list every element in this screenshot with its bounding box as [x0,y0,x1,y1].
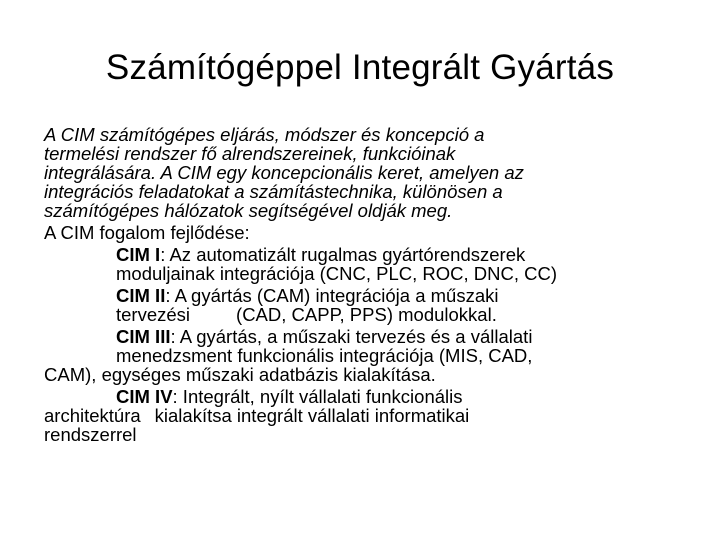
cim2-text-2a: tervezési [116,304,191,325]
slide-body [44,125,684,444]
cim3-text-3b: egységes műszaki adatbázis kialakítása. [101,364,436,385]
cim4-text-2a: architektúra [44,405,141,426]
cim3-text-1: : A gyártás, a műszaki tervezés és a vállalati [170,326,533,347]
cim1-label: CIM I [116,244,161,265]
cim4-line-2 [44,406,684,425]
cim4-line-1 [44,387,684,406]
cim4-text-2b: kialakítsa integrált vállalati informatikai [154,405,470,426]
cim3-line-2: menedzsment funkcionális integrációja (MIS, CAD, [116,345,533,366]
slide-title: Számítógéppel Integrált Gyártás [105,48,615,87]
cim4-text-1: : Integrált, nyílt vállalati funkcionális [172,386,463,407]
cim3-line-1 [44,327,684,346]
cim2-text-2b: (CAD, CAPP, PPS) modulokkal. [236,304,497,325]
cim2-line-1 [44,286,684,305]
definition-line-5: számítógépes hálózatok segítségével oldják meg. [44,200,453,221]
cim1-line-1 [44,245,684,264]
definition-line-3: integrálására. A CIM egy koncepcionális keret, amelyen az [44,162,524,183]
definition-line-1: A CIM számítógépes eljárás, módszer és koncepció a [44,124,485,145]
cim1-line-2: moduljainak integrációja (CNC, PLC, ROC, DNC, CC) [116,263,558,284]
cim3-label: CIM III [116,326,171,347]
cim3-line-3 [44,365,684,384]
evolution-heading: A CIM fogalom fejlődése: [44,222,250,243]
definition-line-4: integrációs feladatokat a számítástechnika, különösen a [44,181,503,202]
cim4-line-3: rendszerrel [44,424,137,445]
cim4-label: CIM IV [116,386,173,407]
cim2-line-2 [44,305,684,324]
cim2-text-1: : A gyártás (CAM) integrációja a műszaki [165,285,499,306]
cim3-text-3a: CAM), [44,364,97,385]
definition-line-2: termelési rendszer fő alrendszereinek, funkcióinak [44,143,456,164]
cim2-label: CIM II [116,285,166,306]
cim1-text-1: : Az automatizált rugalmas gyártórendszerek [160,244,526,265]
